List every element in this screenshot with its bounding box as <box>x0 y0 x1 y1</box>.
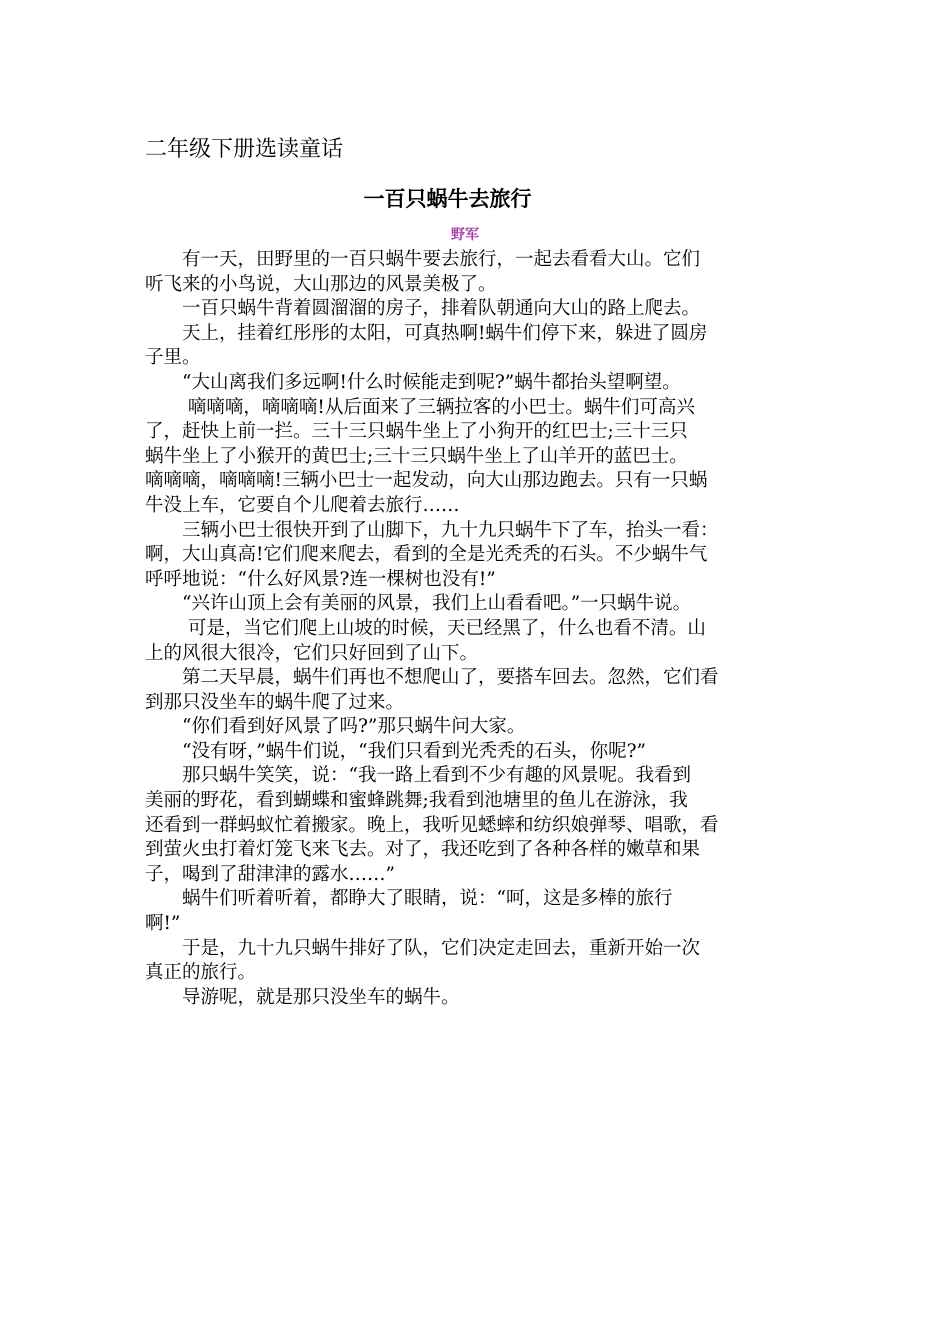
story-line: 可是，当它们爬上山坡的时候，天已经黑了，什么也看不清。山 <box>145 617 706 639</box>
story-line: 于是，九十九只蜗牛排好了队，它们决定走回去，重新开始一次 <box>145 937 701 959</box>
story-line: 牛没上车，它要自个儿爬着去旅行…… <box>145 494 460 516</box>
story-line: 第二天早晨，蜗牛们再也不想爬山了，要搭车回去。忽然，它们看 <box>145 667 719 689</box>
story-line: 听飞来的小鸟说，大山那边的风景美极了。 <box>145 273 497 295</box>
story-line: 美丽的野花，看到蝴蝶和蜜蜂跳舞;我看到池塘里的鱼儿在游泳，我 <box>145 790 688 812</box>
story-line: 有一天，田野里的一百只蜗牛要去旅行，一起去看看大山。它们 <box>145 249 701 270</box>
story-line: 到那只没坐车的蜗牛爬了过来。 <box>145 691 405 713</box>
story-line: 蜗牛坐上了小猴开的黄巴士;三十三只蜗牛坐上了山羊开的蓝巴士。 <box>145 445 688 467</box>
story-line: “你们看到好风景了吗?”那只蜗牛问大家。 <box>145 716 526 738</box>
document-header: 二年级下册选读童话 <box>145 137 344 162</box>
story-line: 蜗牛们听着听着，都睁大了眼睛，说：“呵，这是多棒的旅行 <box>145 888 673 910</box>
story-line: 一百只蜗牛背着圆溜溜的房子，排着队朝通向大山的路上爬去。 <box>145 298 701 320</box>
story-line: 嘀嘀嘀，嘀嘀嘀!三辆小巴士一起发动，向大山那边跑去。只有一只蜗 <box>145 470 708 492</box>
story-line: 了，赶快上前一拦。三十三只蜗牛坐上了小狗开的红巴士;三十三只 <box>145 421 688 443</box>
story-line: 真正的旅行。 <box>145 962 257 984</box>
story-line: 上的风很大很冷，它们只好回到了山下。 <box>145 642 479 664</box>
story-line: “大山离我们多远啊!什么时候能走到呢?”蜗牛都抬头望啊望。 <box>145 371 681 393</box>
story-line: 啊!” <box>145 913 181 935</box>
author-name: 野军 <box>451 227 479 243</box>
story-line: “兴许山顶上会有美丽的风景，我们上山看看吧。”一只蜗牛说。 <box>145 593 692 615</box>
story-line: 到萤火虫打着灯笼飞来飞去。对了，我还吃到了各种各样的嫩草和果 <box>145 839 701 861</box>
story-line: 三辆小巴士很快开到了山脚下，九十九只蜗牛下了车，抬头一看： <box>145 519 719 541</box>
story-line: 子里。 <box>145 347 201 369</box>
story-line: “没有呀，”蜗牛们说，“我们只看到光秃秃的石头，你呢?” <box>145 740 647 762</box>
story-line: 啊，大山真高!它们爬来爬去，看到的全是光秃秃的石头。不少蜗牛气 <box>145 544 708 566</box>
story-line: 子，喝到了甜津津的露水……” <box>145 863 395 885</box>
story-line: 天上，挂着红彤彤的太阳，可真热啊!蜗牛们停下来，躲进了圆房 <box>145 322 708 344</box>
story-line: 那只蜗牛笑笑，说：“我一路上看到不少有趣的风景呢。我看到 <box>145 765 691 787</box>
story-line: 嘀嘀嘀，嘀嘀嘀!从后面来了三辆拉客的小巴士。蜗牛们可高兴 <box>145 396 695 418</box>
story-line: 呼呼地说：“什么好风景?连一棵树也没有!” <box>145 568 496 590</box>
story-line: 导游呢，就是那只没坐车的蜗牛。 <box>145 986 460 1008</box>
story-body <box>145 248 813 1010</box>
story-title: 一百只蜗牛去旅行 <box>363 187 532 211</box>
story-line: 还看到一群蚂蚁忙着搬家。晚上，我听见蟋蟀和纺织娘弹琴、唱歌，看 <box>145 814 719 836</box>
